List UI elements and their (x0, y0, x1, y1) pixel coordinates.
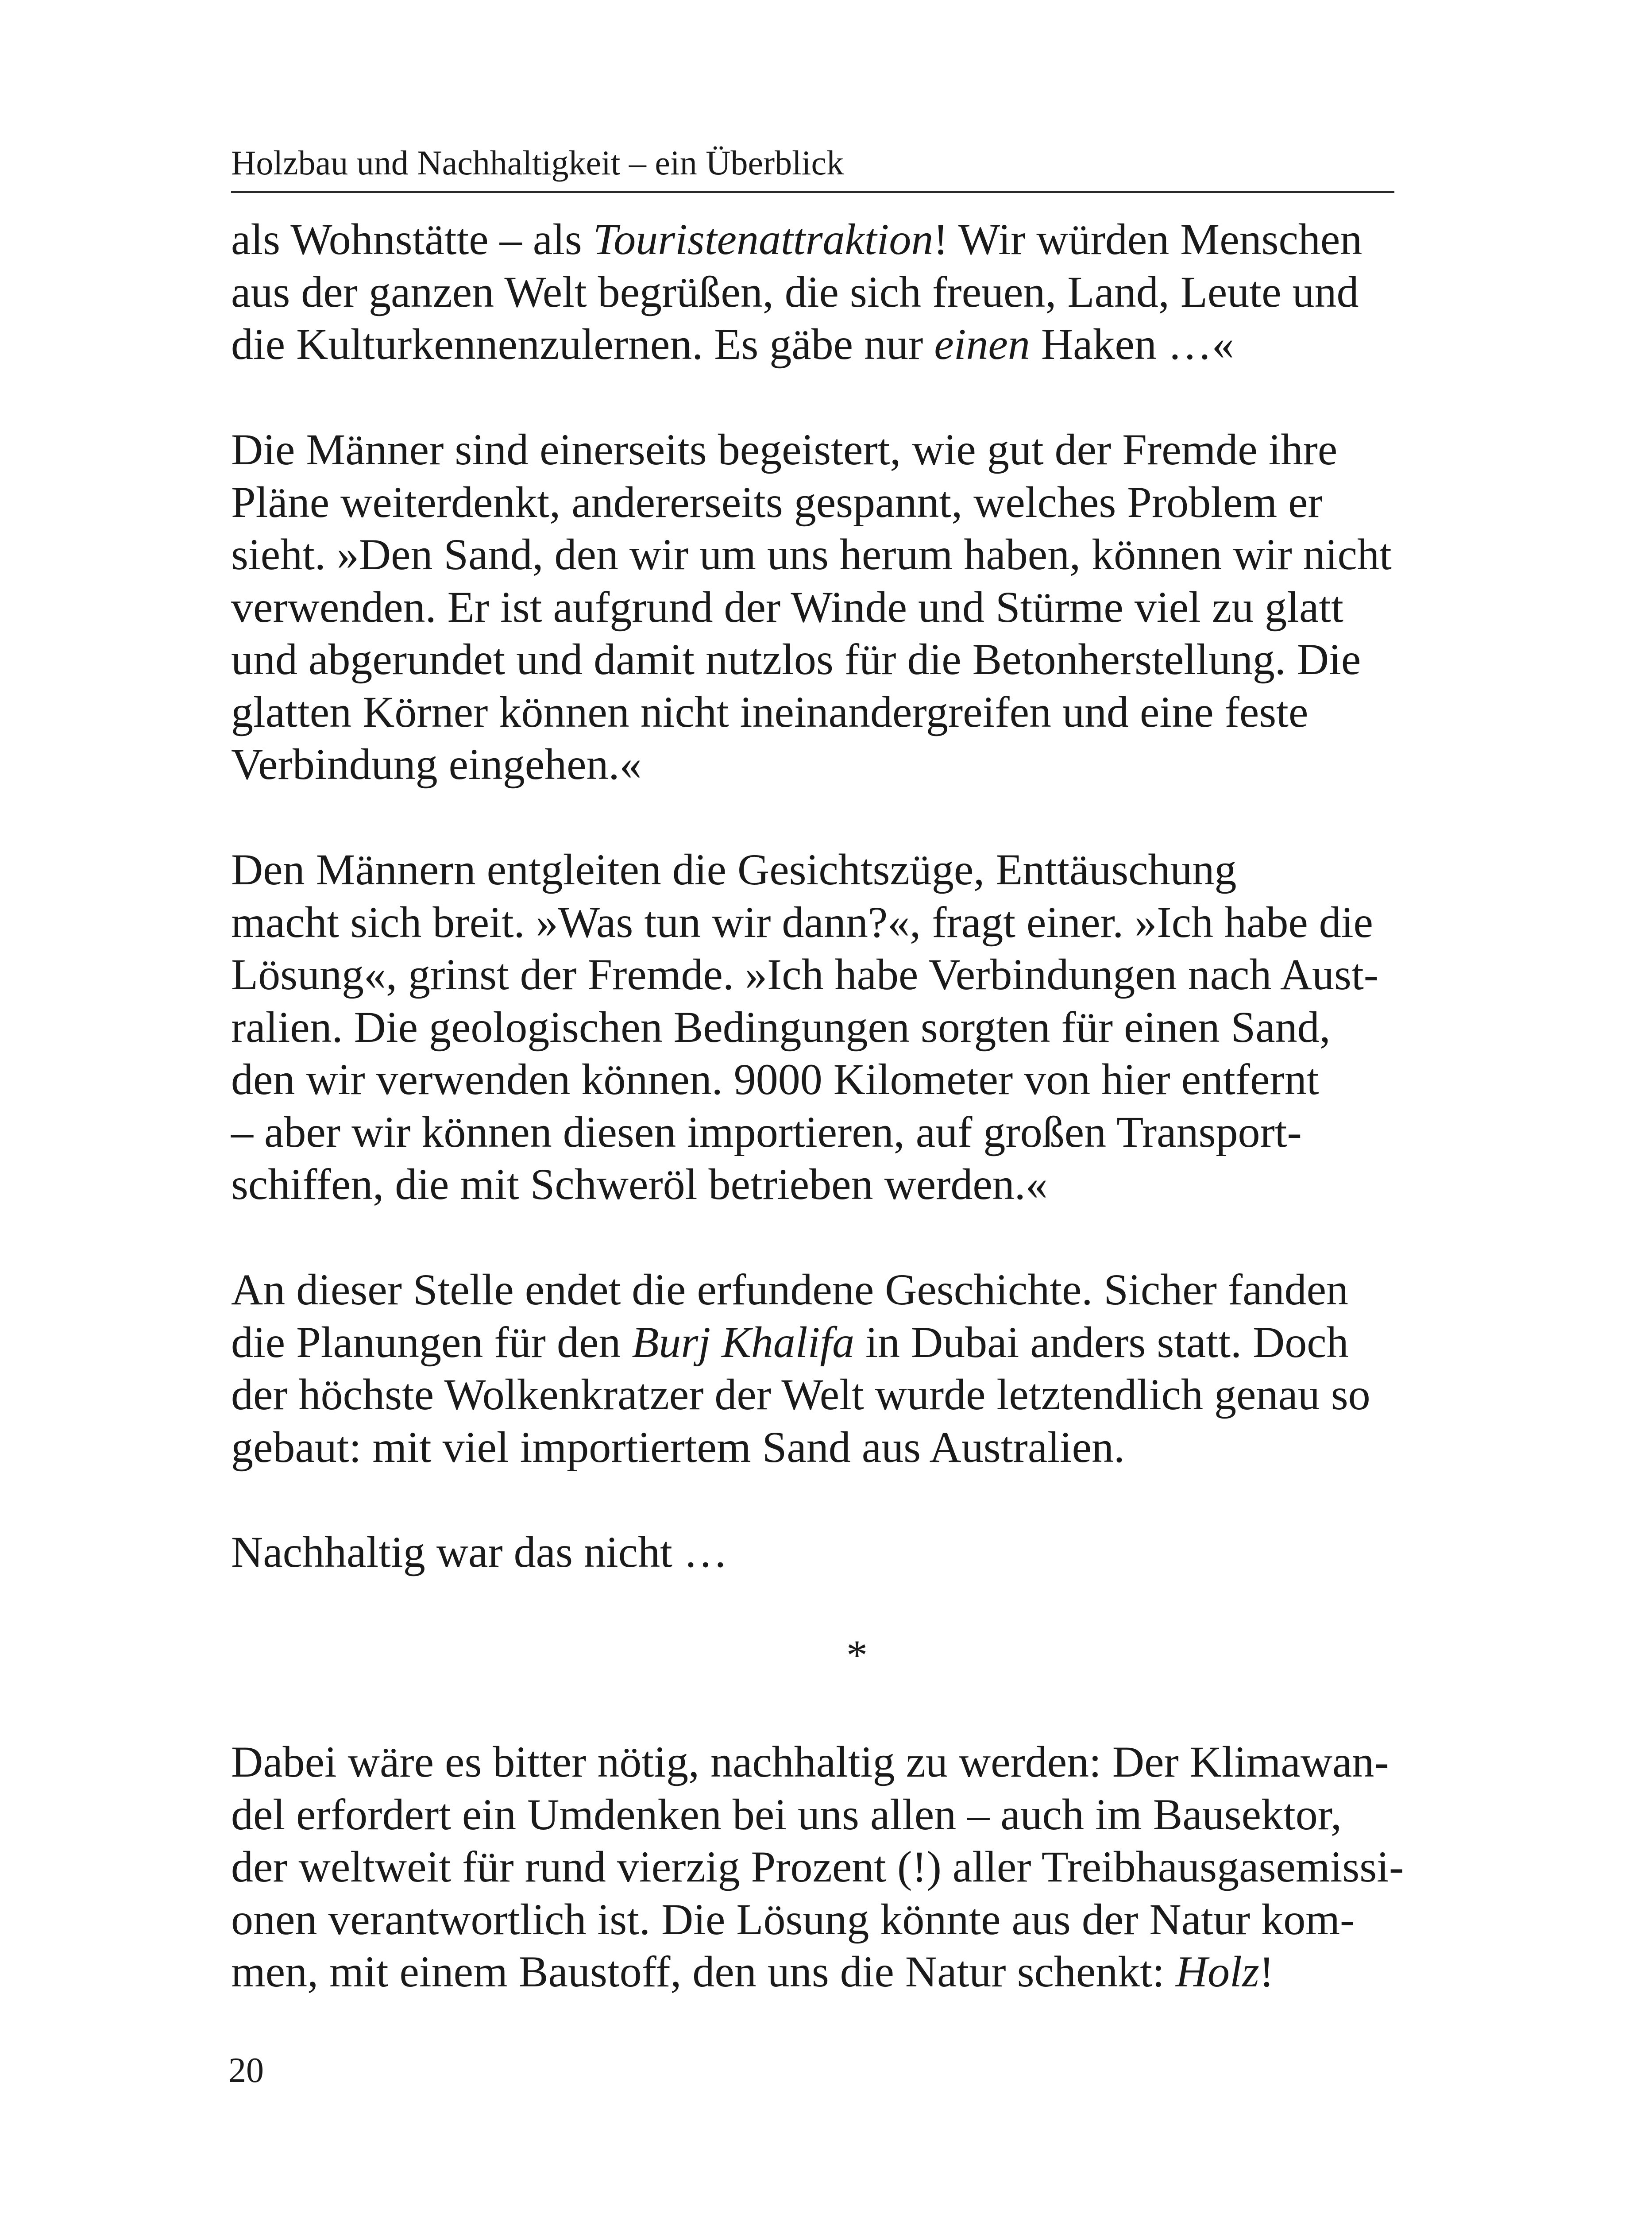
text-line (231, 844, 1400, 896)
text-segment: Nachhaltig war das nicht … (231, 1527, 728, 1577)
text-line (231, 1316, 1400, 1369)
text-line (231, 1841, 1404, 1893)
text-segment: del erfordert ein Umdenken bei uns allen – auch im Bausektor, (231, 1789, 1342, 1839)
text-line (231, 581, 1400, 634)
emphasized-text: Burj Khalifa (632, 1317, 855, 1367)
text-segment: der höchste Wolkenkratzer der Welt wurde letztendlich genau so (231, 1370, 1370, 1419)
text-segment: schiffen, die mit Schweröl betrieben werden.« (231, 1160, 1048, 1209)
text-segment: die Planungen für den (231, 1317, 632, 1367)
text-segment: aus der ganzen Welt begrüßen, die sich freuen, Land, Leute und (231, 267, 1359, 316)
text-segment: Pläne weiterdenkt, andererseits gespannt, welches Problem er (231, 477, 1323, 527)
text-line (231, 213, 1400, 266)
text-segment: Die Männer sind einerseits begeistert, wie gut der Fremde ihre (231, 425, 1338, 474)
text-segment: macht sich breit. »Was tun wir dann?«, fragt einer. »Ich habe die (231, 897, 1373, 947)
paragraph-6 (231, 1736, 1404, 1998)
text-segment: ralien. Die geologischen Bedingungen sorgten für einen Sand, (231, 1002, 1331, 1052)
text-line (231, 738, 1400, 791)
paragraph-5 (231, 1526, 1400, 1579)
text-line (231, 896, 1400, 949)
text-segment: men, mit einem Baustoff, den uns die Natur schenkt: (231, 1947, 1176, 1996)
text-segment: ! Wir würden Menschen (933, 215, 1363, 264)
emphasized-text: Touristenattraktion (593, 215, 934, 264)
text-segment: ! (1259, 1947, 1274, 1996)
text-segment: Den Männern entgleiten die Gesichtszüge, Enttäuschung (231, 845, 1237, 894)
text-line (231, 686, 1400, 739)
text-line (231, 1946, 1400, 1998)
text-segment: Lösung«, grinst der Fremde. »Ich habe Verbindungen nach Aust- (231, 950, 1379, 999)
text-segment: Haken …« (1030, 320, 1234, 369)
text-segment: gebaut: mit viel importiertem Sand aus Australien. (231, 1422, 1125, 1472)
text-segment: sieht. »Den Sand, den wir um uns herum haben, können wir nicht (231, 530, 1392, 579)
text-segment: Verbindung eingehen.« (231, 740, 642, 789)
text-line (231, 528, 1400, 581)
text-segment: den wir verwenden können. 9000 Kilometer von hier entfernt (231, 1055, 1319, 1104)
text-line (231, 948, 1400, 1001)
text-line (231, 1053, 1400, 1106)
text-line (231, 1526, 1400, 1579)
text-line (231, 1001, 1400, 1054)
paragraph-2 (231, 424, 1400, 791)
text-segment: der weltweit für rund vierzig Prozent (!) aller Treibhausgasemissi- (231, 1842, 1404, 1891)
text-line (231, 318, 1400, 371)
text-segment: onen verantwortlich ist. Die Lösung könnte aus der Natur kom- (231, 1894, 1355, 1944)
text-line (231, 1789, 1400, 1841)
text-segment: – aber wir können diesen importieren, auf großen Transport- (231, 1107, 1302, 1157)
text-line (231, 1264, 1400, 1316)
text-line (231, 1421, 1400, 1474)
running-header: Holzbau und Nachhaltigkeit – ein Überblick (231, 141, 1394, 193)
text-line (231, 1893, 1400, 1946)
page-number: 20 (228, 2051, 264, 2090)
text-segment: An dieser Stelle endet die erfundene Geschichte. Sicher fanden (231, 1265, 1348, 1314)
paragraph-4 (231, 1264, 1400, 1473)
paragraph-3 (231, 844, 1400, 1211)
emphasized-text: Holz (1175, 1947, 1259, 1996)
paragraph-1 (231, 213, 1400, 371)
text-line (231, 1106, 1400, 1159)
text-line (231, 633, 1400, 686)
text-line (231, 266, 1400, 319)
text-line (231, 476, 1400, 529)
text-segment: Dabei wäre es bitter nötig, nachhaltig zu werden: Der Klimawan- (231, 1737, 1389, 1786)
section-divider: * (846, 1631, 868, 1679)
emphasized-text: einen (934, 320, 1030, 369)
text-line (231, 1369, 1400, 1421)
text-segment: und abgerundet und damit nutzlos für die Betonherstellung. Die (231, 635, 1361, 684)
text-line (231, 424, 1400, 476)
text-segment: in Dubai anders statt. Doch (854, 1317, 1349, 1367)
text-segment: glatten Körner können nicht ineinandergreifen und eine feste (231, 687, 1308, 736)
text-segment: verwenden. Er ist aufgrund der Winde und Stürme viel zu glatt (231, 582, 1343, 632)
text-segment: als Wohnstätte – als (231, 215, 593, 264)
text-segment: die Kulturkennenzulernen. Es gäbe nur (231, 320, 934, 369)
text-line (231, 1158, 1400, 1211)
text-line (231, 1736, 1400, 1789)
